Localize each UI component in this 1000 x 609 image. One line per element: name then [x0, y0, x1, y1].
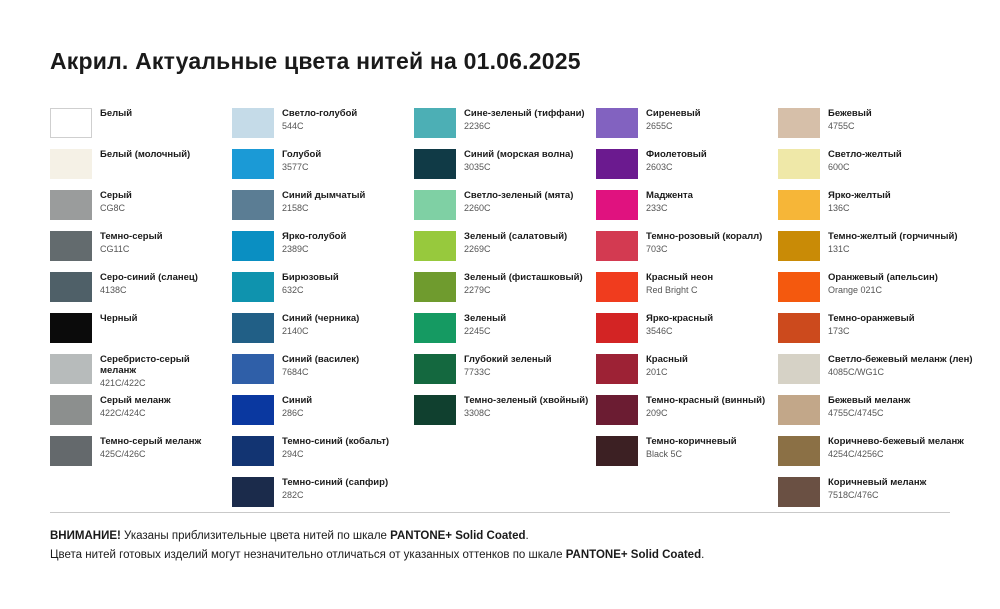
swatch-name: Темно-синий (сапфир) [282, 477, 389, 488]
swatch-labels [92, 231, 163, 254]
swatch-code: 3308C [464, 407, 491, 418]
color-swatch [778, 190, 820, 220]
color-swatch [596, 231, 638, 261]
footer-line-1 [50, 527, 960, 546]
swatch-item [50, 395, 232, 436]
swatch-code: 703C [646, 243, 668, 254]
swatch-name: Оранжевый (апельсин) [828, 272, 938, 283]
attention-label: ВНИМАНИЕ! [50, 530, 121, 542]
swatch-labels [638, 231, 762, 254]
swatch-name: Темно-коричневый [646, 436, 737, 447]
swatch-column-1 [50, 108, 232, 518]
swatch-code: 2269C [464, 243, 491, 254]
swatch-code: 173C [828, 325, 850, 336]
pantone-label-1: PANTONE+ Solid Coated [390, 530, 526, 542]
page-title: Акрил. Актуальные цвета нитей на 01.06.2025 [50, 48, 581, 74]
swatch-name: Сине-зеленый (тиффани) [464, 108, 585, 119]
swatch-item [778, 231, 960, 272]
color-swatch [232, 108, 274, 138]
color-swatch [232, 231, 274, 261]
swatch-labels [820, 272, 938, 295]
footer-note [50, 527, 960, 565]
swatch-code: 421C/422C [100, 377, 146, 388]
swatch-item [414, 108, 596, 149]
color-swatch [232, 272, 274, 302]
swatch-code: 4138C [100, 284, 127, 295]
swatch-code: 2389C [282, 243, 309, 254]
swatch-code: 7684C [282, 366, 309, 377]
color-swatch [778, 149, 820, 179]
color-swatch [778, 395, 820, 425]
swatch-code: 2655C [646, 120, 673, 131]
swatch-labels [92, 313, 137, 326]
swatch-item [232, 436, 414, 477]
swatch-code: CG8C [100, 202, 126, 213]
color-swatch [232, 354, 274, 384]
color-swatch [50, 354, 92, 384]
swatch-code: 136C [828, 202, 850, 213]
color-swatch [414, 149, 456, 179]
swatch-name: Синий (черника) [282, 313, 360, 324]
swatch-name: Ярко-голубой [282, 231, 347, 242]
swatch-code: 131C [828, 243, 850, 254]
color-swatch [596, 190, 638, 220]
swatch-code: 2260C [464, 202, 491, 213]
swatch-item [778, 354, 973, 395]
swatch-labels [274, 231, 346, 254]
swatch-code: 600C [828, 161, 850, 172]
footer-line-1-mid: Указаны приблизительные цвета нитей по шкале [120, 530, 391, 542]
pantone-label-2: PANTONE+ Solid Coated [565, 548, 702, 561]
swatch-code: 4254C/4256C [828, 448, 884, 459]
swatch-item [778, 190, 960, 231]
swatch-labels [820, 149, 902, 172]
swatch-name: Глубокий зеленый [464, 354, 552, 365]
swatch-item [414, 272, 596, 313]
color-swatch [596, 436, 638, 466]
swatch-labels [456, 272, 583, 295]
swatch-item [414, 313, 596, 354]
swatch-code: 201C [646, 366, 668, 377]
swatch-code: 425C/426C [100, 448, 146, 459]
swatch-labels [92, 272, 198, 295]
swatch-code: CG11C [100, 243, 130, 254]
swatch-name: Темно-синий (кобальт) [282, 436, 390, 447]
swatch-name: Фиолетовый [646, 149, 707, 160]
color-swatch [50, 190, 92, 220]
swatch-item [50, 231, 232, 272]
swatch-item [778, 108, 960, 149]
color-swatch [596, 395, 638, 425]
swatch-item [596, 231, 778, 272]
swatch-name: Черный [100, 313, 138, 324]
color-swatch [50, 436, 92, 466]
swatch-name: Зеленый (салатовый) [464, 231, 568, 242]
swatch-labels [820, 436, 964, 459]
color-swatch [414, 231, 456, 261]
swatch-labels [638, 190, 693, 213]
swatch-code: 2140C [282, 325, 309, 336]
swatch-name: Темно-серый меланж [100, 436, 202, 447]
swatch-labels [456, 395, 588, 418]
swatch-item [596, 436, 778, 477]
swatch-labels [820, 108, 872, 131]
swatch-item [232, 231, 414, 272]
swatch-item [778, 436, 964, 477]
swatch-code: 233C [646, 202, 668, 213]
swatch-name: Белый (молочный) [100, 149, 191, 160]
swatch-item [50, 313, 232, 354]
color-swatch [50, 313, 92, 343]
swatch-code: 2158C [282, 202, 309, 213]
swatch-labels [274, 395, 312, 418]
swatch-labels [638, 354, 688, 377]
swatch-item [232, 149, 414, 190]
swatch-item [414, 395, 596, 436]
swatch-column-2 [232, 108, 414, 518]
swatch-item [232, 395, 414, 436]
color-swatch [778, 477, 820, 507]
swatch-item [596, 272, 778, 313]
swatch-name: Темно-желтый (горчичный) [828, 231, 958, 242]
swatch-item [778, 272, 960, 313]
color-swatch [414, 313, 456, 343]
swatch-item [232, 108, 414, 149]
swatch-columns [50, 108, 973, 518]
swatch-code: 4755C [828, 120, 855, 131]
swatch-name: Серо-синий (сланец) [100, 272, 198, 283]
swatch-item [596, 395, 778, 436]
swatch-name: Синий (морская волна) [464, 149, 574, 160]
swatch-name: Красный неон [646, 272, 714, 283]
swatch-code: 2245C [464, 325, 491, 336]
swatch-labels [274, 149, 321, 172]
swatch-name: Синий [282, 395, 313, 406]
swatch-code: 2236C [464, 120, 491, 131]
swatch-code: 2279C [464, 284, 491, 295]
swatch-item [414, 354, 596, 395]
swatch-item [50, 436, 232, 477]
swatch-item [778, 149, 960, 190]
color-swatch [50, 149, 92, 179]
footer-line-1-end: . [525, 530, 529, 542]
swatch-code: 422C/424C [100, 407, 146, 418]
swatch-labels [820, 477, 926, 500]
color-swatch [596, 149, 638, 179]
swatch-name: Синий дымчатый [282, 190, 366, 201]
swatch-labels [92, 395, 171, 418]
swatch-item [414, 149, 596, 190]
swatch-item [232, 354, 414, 395]
swatch-name: Бежевый [828, 108, 872, 119]
footer-divider [50, 512, 950, 513]
swatch-name: Серебристо-серый меланж [100, 354, 190, 376]
swatch-item [232, 190, 414, 231]
swatch-labels [274, 436, 389, 459]
swatch-name: Маджента [646, 190, 693, 201]
color-swatch [50, 395, 92, 425]
swatch-labels [456, 231, 567, 254]
color-swatch [50, 272, 92, 302]
swatch-name: Светло-желтый [828, 149, 902, 160]
swatch-code: 7733C [464, 366, 491, 377]
swatch-labels [638, 313, 713, 336]
swatch-code: 3577C [282, 161, 309, 172]
swatch-item [596, 313, 778, 354]
color-swatch [232, 190, 274, 220]
swatch-labels [820, 395, 910, 418]
color-swatch [414, 190, 456, 220]
swatch-column-4 [596, 108, 778, 518]
color-swatch [232, 436, 274, 466]
swatch-labels [274, 190, 365, 213]
swatch-labels [92, 354, 228, 388]
swatch-item [50, 354, 232, 395]
swatch-code: 282C [282, 489, 304, 500]
swatch-code: 286C [282, 407, 304, 418]
swatch-item [50, 272, 232, 313]
swatch-name: Бирюзовый [282, 272, 339, 283]
swatch-code: 3546C [646, 325, 673, 336]
color-swatch [414, 108, 456, 138]
swatch-name: Зеленый [464, 313, 507, 324]
swatch-name: Белый [100, 108, 133, 119]
swatch-code: 7518C/476C [828, 489, 879, 500]
swatch-name: Сиреневый [646, 108, 701, 119]
swatch-name: Ярко-красный [646, 313, 714, 324]
color-swatch [778, 272, 820, 302]
swatch-code: 294C [282, 448, 304, 459]
swatch-name: Бежевый меланж [828, 395, 911, 406]
color-swatch [778, 354, 820, 384]
swatch-labels [820, 190, 891, 213]
swatch-name: Коричнево-бежевый меланж [828, 436, 964, 447]
swatch-labels [456, 149, 573, 172]
swatch-item [596, 354, 778, 395]
swatch-code: Black 5C [646, 448, 683, 459]
swatch-labels [638, 272, 713, 295]
color-swatch [596, 272, 638, 302]
swatch-labels [274, 108, 357, 131]
swatch-column-5 [778, 108, 973, 518]
swatch-name: Светло-бежевый меланж (лен) [828, 354, 973, 365]
swatch-name: Серый [100, 190, 132, 201]
swatch-item [50, 190, 232, 231]
swatch-labels [92, 108, 132, 121]
swatch-name: Синий (василек) [282, 354, 360, 365]
swatch-name: Темно-красный (винный) [646, 395, 766, 406]
color-swatch [50, 231, 92, 261]
color-swatch [50, 108, 92, 138]
swatch-name: Темно-серый [100, 231, 163, 242]
swatch-item [50, 149, 232, 190]
footer-line-2-start: Цвета нитей готовых изделий могут незначительно отличаться от указанных оттенков по шкале [50, 548, 566, 561]
swatch-item [596, 149, 778, 190]
swatch-labels [820, 313, 915, 336]
swatch-name: Зеленый (фисташковый) [464, 272, 583, 283]
color-swatch [414, 272, 456, 302]
swatch-labels [638, 436, 737, 459]
color-swatch [596, 313, 638, 343]
swatch-labels [92, 190, 132, 213]
color-swatch [232, 149, 274, 179]
swatch-labels [456, 313, 506, 336]
swatch-labels [92, 149, 190, 162]
footer-line-2 [50, 546, 960, 565]
color-swatch [596, 108, 638, 138]
swatch-name: Темно-зеленый (хвойный) [464, 395, 589, 406]
color-swatch [778, 231, 820, 261]
swatch-labels [274, 477, 388, 500]
swatch-code: 632C [282, 284, 304, 295]
swatch-item [596, 190, 778, 231]
swatch-code: 3035C [464, 161, 491, 172]
color-swatch [778, 108, 820, 138]
swatch-labels [274, 313, 359, 336]
swatch-code: 4755C/4745C [828, 407, 884, 418]
swatch-labels [274, 272, 339, 295]
swatch-code: 2603C [646, 161, 673, 172]
swatch-code: 544C [282, 120, 304, 131]
swatch-labels [638, 149, 707, 172]
swatch-labels [92, 436, 201, 459]
swatch-name: Темно-розовый (коралл) [646, 231, 763, 242]
swatch-labels [456, 354, 552, 377]
swatch-labels [456, 190, 573, 213]
swatch-item [778, 395, 960, 436]
swatch-labels [456, 108, 585, 131]
swatch-item [778, 313, 960, 354]
swatch-name: Светло-зеленый (мята) [464, 190, 574, 201]
color-swatch [414, 354, 456, 384]
color-swatch [232, 313, 274, 343]
swatch-code: Red Bright C [646, 284, 698, 295]
swatch-column-3 [414, 108, 596, 518]
swatch-name: Темно-оранжевый [828, 313, 915, 324]
color-swatch [596, 354, 638, 384]
color-swatch [414, 395, 456, 425]
swatch-item [596, 108, 778, 149]
color-swatch [232, 477, 274, 507]
swatch-name: Красный [646, 354, 688, 365]
swatch-labels [820, 231, 957, 254]
color-swatch [778, 436, 820, 466]
swatch-labels [638, 395, 765, 418]
footer-line-2-end: . [701, 548, 705, 561]
swatch-item [414, 231, 596, 272]
swatch-labels [274, 354, 359, 377]
swatch-code: Orange 021C [828, 284, 883, 295]
swatch-name: Ярко-желтый [828, 190, 891, 201]
swatch-name: Светло-голубой [282, 108, 358, 119]
swatch-name: Голубой [282, 149, 322, 160]
color-swatch [778, 313, 820, 343]
swatch-code: 4085C/WG1C [828, 366, 885, 377]
swatch-item [50, 108, 232, 149]
swatch-labels [638, 108, 701, 131]
swatch-item [232, 272, 414, 313]
swatch-name: Серый меланж [100, 395, 171, 406]
swatch-code: 209C [646, 407, 668, 418]
color-swatch [232, 395, 274, 425]
swatch-item [414, 190, 596, 231]
swatch-labels [820, 354, 973, 377]
swatch-name: Коричневый меланж [828, 477, 927, 488]
swatch-item [232, 313, 414, 354]
